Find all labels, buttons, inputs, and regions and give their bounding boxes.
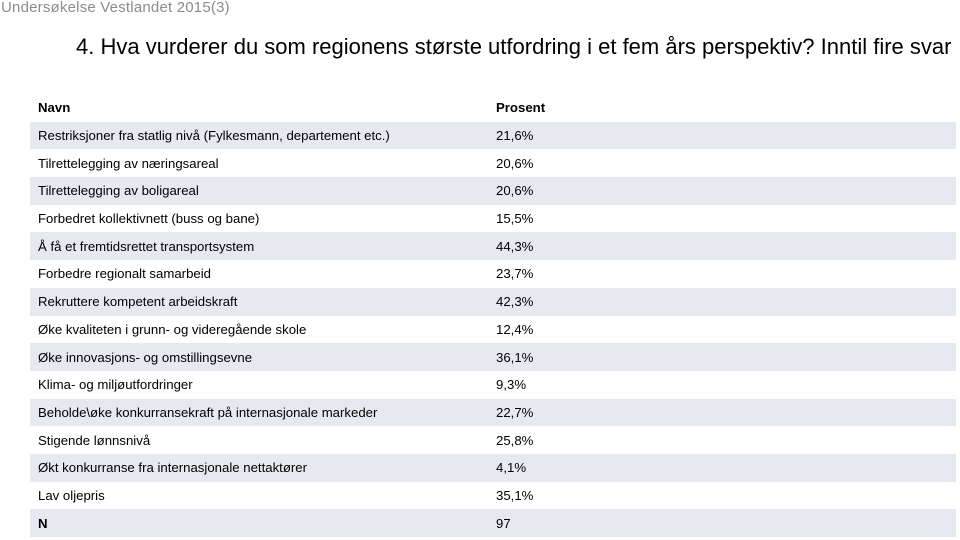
table-row [30,177,956,205]
document-header: Undersøkelse Vestlandet 2015(3) [1,0,230,16]
table-row [30,426,956,454]
row-value: 36,1% [496,349,534,365]
row-name: Klima- og miljøutfordringer [38,377,193,393]
question-title: 4. Hva vurderer du som regionens største utfordring i et fem års perspektiv? Inntil fire svar [76,34,952,59]
total-label: N [38,515,48,531]
row-name: Forbedret kollektivnett (buss og bane) [38,211,260,227]
row-value: 44,3% [496,238,534,254]
row-value: 22,7% [496,404,534,420]
row-value: 4,1% [496,460,527,476]
table-header-row [30,94,956,122]
row-name: Å få et fremtidsrettet transportsystem [38,238,255,254]
row-name: Beholde\øke konkurransekraft på internasjonale markeder [38,404,378,420]
table-row [30,149,956,177]
row-value: 9,3% [496,377,527,393]
row-value: 20,6% [496,183,534,199]
table-row [30,371,956,399]
row-name: Stigende lønnsnivå [38,432,151,448]
table-row [30,205,956,233]
column-header-name: Navn [38,100,71,116]
row-value: 23,7% [496,266,534,282]
total-value: 97 [496,515,511,531]
table-row [30,232,956,260]
table-total-row [30,509,956,537]
table-row [30,260,956,288]
row-name: Øke innovasjons- og omstillingsevne [38,349,253,365]
row-name: Økt konkurranse fra internasjonale nettaktører [38,460,308,476]
row-name: Forbedre regionalt samarbeid [38,266,211,282]
row-name: Tilrettelegging av næringsareal [38,155,219,171]
table-row [30,316,956,344]
row-name: Øke kvaliteten i grunn- og videregående skole [38,321,307,337]
row-name: Rekruttere kompetent arbeidskraft [38,294,238,310]
table-row [30,343,956,371]
table-row [30,288,956,316]
column-header-percent: Prosent [496,100,546,116]
row-name: Lav oljepris [38,487,105,503]
table-row [30,454,956,482]
row-value: 42,3% [496,294,534,310]
row-value: 21,6% [496,128,534,144]
row-name: Tilrettelegging av boligareal [38,183,199,199]
row-value: 35,1% [496,487,534,503]
results-table [30,94,956,537]
row-value: 25,8% [496,432,534,448]
row-value: 20,6% [496,155,534,171]
row-value: 12,4% [496,321,534,337]
row-value: 15,5% [496,211,534,227]
table-row [30,122,956,150]
table-row [30,399,956,427]
row-name: Restriksjoner fra statlig nivå (Fylkesmann, departement etc.) [38,128,390,144]
table-row [30,482,956,510]
